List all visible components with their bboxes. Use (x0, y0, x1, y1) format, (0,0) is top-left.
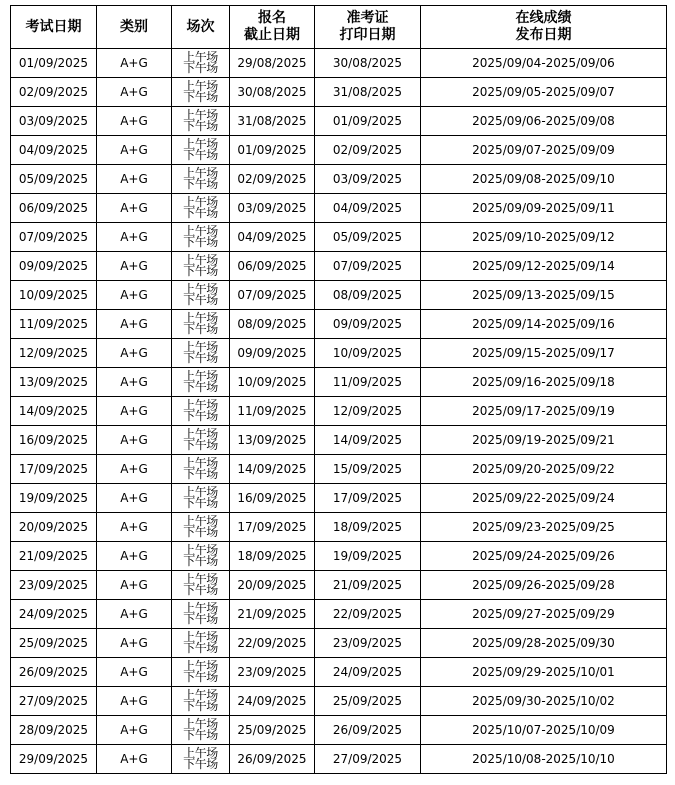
session-morning-label: 上午场 (183, 746, 218, 760)
exam-date-cell: 14/09/2025 (11, 397, 97, 426)
session-morning-label: 上午场 (183, 572, 218, 586)
score-release-cell: 2025/10/08-2025/10/10 (421, 745, 667, 774)
score-release-cell: 2025/09/05-2025/09/07 (421, 78, 667, 107)
exam-date-cell: 13/09/2025 (11, 368, 97, 397)
session-morning-label: 上午场 (183, 688, 218, 702)
session-afternoon-label: 下午场 (183, 380, 218, 394)
score-release-cell: 2025/09/13-2025/09/15 (421, 281, 667, 310)
table-row (11, 455, 667, 484)
admission-ticket-print-cell: 15/09/2025 (315, 455, 421, 484)
session-morning-label: 上午场 (183, 79, 218, 93)
session-cell (172, 513, 230, 542)
registration-deadline-cell: 18/09/2025 (230, 542, 315, 571)
admission-ticket-print-cell: 14/09/2025 (315, 426, 421, 455)
score-release-cell: 2025/09/14-2025/09/16 (421, 310, 667, 339)
table-row (11, 687, 667, 716)
session-afternoon-label: 下午场 (183, 351, 218, 365)
header-admission-ticket-print (315, 6, 421, 49)
score-release-cell: 2025/09/29-2025/10/01 (421, 658, 667, 687)
admission-ticket-print-cell: 04/09/2025 (315, 194, 421, 223)
admission-ticket-print-cell: 11/09/2025 (315, 368, 421, 397)
category-cell: A+G (97, 136, 172, 165)
session-afternoon-label: 下午场 (183, 728, 218, 742)
header-exam-date-label: 考试日期 (25, 18, 82, 35)
session-afternoon-label: 下午场 (183, 583, 218, 597)
exam-date-cell: 24/09/2025 (11, 600, 97, 629)
table-row (11, 426, 667, 455)
session-afternoon-label: 下午场 (183, 119, 218, 133)
category-cell: A+G (97, 310, 172, 339)
exam-date-cell: 10/09/2025 (11, 281, 97, 310)
exam-date-cell: 16/09/2025 (11, 426, 97, 455)
score-release-cell: 2025/09/16-2025/09/18 (421, 368, 667, 397)
registration-deadline-cell: 02/09/2025 (230, 165, 315, 194)
registration-deadline-cell: 16/09/2025 (230, 484, 315, 513)
session-afternoon-label: 下午场 (183, 641, 218, 655)
session-cell (172, 426, 230, 455)
session-morning-label: 上午场 (183, 166, 218, 180)
score-release-cell: 2025/09/17-2025/09/19 (421, 397, 667, 426)
table-row (11, 658, 667, 687)
registration-deadline-cell: 07/09/2025 (230, 281, 315, 310)
category-cell: A+G (97, 716, 172, 745)
session-afternoon-label: 下午场 (183, 699, 218, 713)
header-score-release-line2: 发布日期 (515, 27, 572, 43)
registration-deadline-cell: 08/09/2025 (230, 310, 315, 339)
admission-ticket-print-cell: 03/09/2025 (315, 165, 421, 194)
admission-ticket-print-cell: 24/09/2025 (315, 658, 421, 687)
session-morning-label: 上午场 (183, 224, 218, 238)
exam-date-cell: 11/09/2025 (11, 310, 97, 339)
registration-deadline-cell: 17/09/2025 (230, 513, 315, 542)
table-row (11, 194, 667, 223)
header-session-label: 场次 (186, 18, 215, 35)
session-morning-label: 上午场 (183, 50, 218, 64)
exam-date-cell: 02/09/2025 (11, 78, 97, 107)
category-cell: A+G (97, 281, 172, 310)
registration-deadline-cell: 23/09/2025 (230, 658, 315, 687)
admission-ticket-print-cell: 12/09/2025 (315, 397, 421, 426)
header-session (172, 6, 230, 49)
category-cell: A+G (97, 397, 172, 426)
session-cell (172, 252, 230, 281)
score-release-cell: 2025/09/22-2025/09/24 (421, 484, 667, 513)
registration-deadline-cell: 01/09/2025 (230, 136, 315, 165)
session-morning-label: 上午场 (183, 456, 218, 470)
registration-deadline-cell: 25/09/2025 (230, 716, 315, 745)
session-afternoon-label: 下午场 (183, 148, 218, 162)
admission-ticket-print-cell: 18/09/2025 (315, 513, 421, 542)
admission-ticket-print-cell: 02/09/2025 (315, 136, 421, 165)
table-row (11, 571, 667, 600)
header-exam-date (11, 6, 97, 49)
admission-ticket-print-cell: 27/09/2025 (315, 745, 421, 774)
session-morning-label: 上午场 (183, 369, 218, 383)
score-release-cell: 2025/09/09-2025/09/11 (421, 194, 667, 223)
category-cell: A+G (97, 629, 172, 658)
session-morning-label: 上午场 (183, 717, 218, 731)
table-row (11, 49, 667, 78)
session-afternoon-label: 下午场 (183, 90, 218, 104)
session-afternoon-label: 下午场 (183, 322, 218, 336)
table-row (11, 223, 667, 252)
session-morning-label: 上午场 (183, 543, 218, 557)
category-cell: A+G (97, 194, 172, 223)
session-morning-label: 上午场 (183, 485, 218, 499)
session-cell (172, 136, 230, 165)
category-cell: A+G (97, 252, 172, 281)
session-morning-label: 上午场 (183, 427, 218, 441)
registration-deadline-cell: 31/08/2025 (230, 107, 315, 136)
category-cell: A+G (97, 687, 172, 716)
registration-deadline-cell: 04/09/2025 (230, 223, 315, 252)
session-morning-label: 上午场 (183, 137, 218, 151)
session-afternoon-label: 下午场 (183, 206, 218, 220)
table-row (11, 600, 667, 629)
category-cell: A+G (97, 223, 172, 252)
admission-ticket-print-cell: 30/08/2025 (315, 49, 421, 78)
category-cell: A+G (97, 107, 172, 136)
exam-date-cell: 26/09/2025 (11, 658, 97, 687)
session-morning-label: 上午场 (183, 601, 218, 615)
session-afternoon-label: 下午场 (183, 612, 218, 626)
score-release-cell: 2025/09/04-2025/09/06 (421, 49, 667, 78)
exam-date-cell: 25/09/2025 (11, 629, 97, 658)
session-morning-label: 上午场 (183, 340, 218, 354)
exam-date-cell: 12/09/2025 (11, 339, 97, 368)
score-release-cell: 2025/09/23-2025/09/25 (421, 513, 667, 542)
exam-date-cell: 27/09/2025 (11, 687, 97, 716)
table-row (11, 542, 667, 571)
admission-ticket-print-cell: 22/09/2025 (315, 600, 421, 629)
session-morning-label: 上午场 (183, 282, 218, 296)
exam-date-cell: 28/09/2025 (11, 716, 97, 745)
score-release-cell: 2025/09/20-2025/09/22 (421, 455, 667, 484)
exam-date-cell: 03/09/2025 (11, 107, 97, 136)
exam-date-cell: 23/09/2025 (11, 571, 97, 600)
session-cell (172, 368, 230, 397)
table-row (11, 513, 667, 542)
exam-date-cell: 29/09/2025 (11, 745, 97, 774)
admission-ticket-print-cell: 09/09/2025 (315, 310, 421, 339)
registration-deadline-cell: 29/08/2025 (230, 49, 315, 78)
session-cell (172, 658, 230, 687)
score-release-cell: 2025/09/12-2025/09/14 (421, 252, 667, 281)
score-release-cell: 2025/10/07-2025/10/09 (421, 716, 667, 745)
score-release-cell: 2025/09/28-2025/09/30 (421, 629, 667, 658)
registration-deadline-cell: 11/09/2025 (230, 397, 315, 426)
session-cell (172, 600, 230, 629)
session-cell (172, 223, 230, 252)
score-release-cell: 2025/09/24-2025/09/26 (421, 542, 667, 571)
table-body (11, 49, 667, 774)
table-row (11, 281, 667, 310)
header-registration-deadline (230, 6, 315, 49)
category-cell: A+G (97, 49, 172, 78)
category-cell: A+G (97, 745, 172, 774)
table-row (11, 107, 667, 136)
session-afternoon-label: 下午场 (183, 496, 218, 510)
session-afternoon-label: 下午场 (183, 177, 218, 191)
registration-deadline-cell: 21/09/2025 (230, 600, 315, 629)
registration-deadline-cell: 26/09/2025 (230, 745, 315, 774)
admission-ticket-print-cell: 25/09/2025 (315, 687, 421, 716)
category-cell: A+G (97, 571, 172, 600)
session-cell (172, 542, 230, 571)
session-morning-label: 上午场 (183, 514, 218, 528)
table-row (11, 368, 667, 397)
exam-date-cell: 20/09/2025 (11, 513, 97, 542)
session-afternoon-label: 下午场 (183, 61, 218, 75)
admission-ticket-print-cell: 17/09/2025 (315, 484, 421, 513)
table-row (11, 629, 667, 658)
session-morning-label: 上午场 (183, 398, 218, 412)
session-cell (172, 716, 230, 745)
exam-date-cell: 07/09/2025 (11, 223, 97, 252)
admission-ticket-print-cell: 01/09/2025 (315, 107, 421, 136)
session-cell (172, 78, 230, 107)
table-row (11, 716, 667, 745)
exam-schedule-table (10, 5, 667, 774)
header-registration-deadline-line2: 截止日期 (244, 27, 300, 43)
session-cell (172, 107, 230, 136)
registration-deadline-cell: 03/09/2025 (230, 194, 315, 223)
exam-date-cell: 21/09/2025 (11, 542, 97, 571)
registration-deadline-cell: 06/09/2025 (230, 252, 315, 281)
exam-date-cell: 01/09/2025 (11, 49, 97, 78)
score-release-cell: 2025/09/26-2025/09/28 (421, 571, 667, 600)
session-cell (172, 687, 230, 716)
header-category (97, 6, 172, 49)
registration-deadline-cell: 09/09/2025 (230, 339, 315, 368)
session-morning-label: 上午场 (183, 195, 218, 209)
table-row (11, 78, 667, 107)
header-row (11, 6, 667, 49)
header-score-release (421, 6, 667, 49)
session-cell (172, 165, 230, 194)
header-registration-deadline-line1: 报名 (258, 10, 286, 26)
session-cell (172, 310, 230, 339)
admission-ticket-print-cell: 26/09/2025 (315, 716, 421, 745)
admission-ticket-print-cell: 10/09/2025 (315, 339, 421, 368)
category-cell: A+G (97, 165, 172, 194)
session-afternoon-label: 下午场 (183, 554, 218, 568)
session-afternoon-label: 下午场 (183, 264, 218, 278)
session-morning-label: 上午场 (183, 108, 218, 122)
admission-ticket-print-cell: 05/09/2025 (315, 223, 421, 252)
session-afternoon-label: 下午场 (183, 438, 218, 452)
session-afternoon-label: 下午场 (183, 670, 218, 684)
admission-ticket-print-cell: 08/09/2025 (315, 281, 421, 310)
session-cell (172, 281, 230, 310)
exam-date-cell: 17/09/2025 (11, 455, 97, 484)
score-release-cell: 2025/09/08-2025/09/10 (421, 165, 667, 194)
admission-ticket-print-cell: 07/09/2025 (315, 252, 421, 281)
registration-deadline-cell: 24/09/2025 (230, 687, 315, 716)
registration-deadline-cell: 14/09/2025 (230, 455, 315, 484)
header-admission-ticket-line2: 打印日期 (339, 27, 396, 43)
exam-date-cell: 09/09/2025 (11, 252, 97, 281)
exam-schedule-sheet (10, 5, 667, 774)
table-row (11, 165, 667, 194)
exam-date-cell: 05/09/2025 (11, 165, 97, 194)
table-row (11, 136, 667, 165)
exam-date-cell: 04/09/2025 (11, 136, 97, 165)
score-release-cell: 2025/09/30-2025/10/02 (421, 687, 667, 716)
header-category-label: 类别 (120, 18, 148, 35)
score-release-cell: 2025/09/15-2025/09/17 (421, 339, 667, 368)
session-cell (172, 484, 230, 513)
session-morning-label: 上午场 (183, 311, 218, 325)
session-afternoon-label: 下午场 (183, 409, 218, 423)
admission-ticket-print-cell: 19/09/2025 (315, 542, 421, 571)
header-score-release-line1: 在线成绩 (515, 10, 572, 26)
table-header (11, 6, 667, 49)
session-cell (172, 397, 230, 426)
session-morning-label: 上午场 (183, 659, 218, 673)
table-row (11, 252, 667, 281)
category-cell: A+G (97, 542, 172, 571)
table-row (11, 745, 667, 774)
admission-ticket-print-cell: 31/08/2025 (315, 78, 421, 107)
session-cell (172, 629, 230, 658)
category-cell: A+G (97, 455, 172, 484)
category-cell: A+G (97, 339, 172, 368)
table-row (11, 484, 667, 513)
registration-deadline-cell: 30/08/2025 (230, 78, 315, 107)
session-afternoon-label: 下午场 (183, 757, 218, 771)
table-row (11, 339, 667, 368)
exam-date-cell: 19/09/2025 (11, 484, 97, 513)
session-afternoon-label: 下午场 (183, 293, 218, 307)
category-cell: A+G (97, 484, 172, 513)
registration-deadline-cell: 13/09/2025 (230, 426, 315, 455)
session-cell (172, 339, 230, 368)
score-release-cell: 2025/09/27-2025/09/29 (421, 600, 667, 629)
session-afternoon-label: 下午场 (183, 525, 218, 539)
category-cell: A+G (97, 513, 172, 542)
header-admission-ticket-line1: 准考证 (346, 10, 389, 26)
table-row (11, 397, 667, 426)
table-row (11, 310, 667, 339)
session-afternoon-label: 下午场 (183, 235, 218, 249)
score-release-cell: 2025/09/19-2025/09/21 (421, 426, 667, 455)
category-cell: A+G (97, 600, 172, 629)
score-release-cell: 2025/09/06-2025/09/08 (421, 107, 667, 136)
category-cell: A+G (97, 426, 172, 455)
exam-date-cell: 06/09/2025 (11, 194, 97, 223)
session-morning-label: 上午场 (183, 630, 218, 644)
category-cell: A+G (97, 658, 172, 687)
score-release-cell: 2025/09/07-2025/09/09 (421, 136, 667, 165)
session-morning-label: 上午场 (183, 253, 218, 267)
registration-deadline-cell: 22/09/2025 (230, 629, 315, 658)
score-release-cell: 2025/09/10-2025/09/12 (421, 223, 667, 252)
admission-ticket-print-cell: 23/09/2025 (315, 629, 421, 658)
registration-deadline-cell: 20/09/2025 (230, 571, 315, 600)
session-afternoon-label: 下午场 (183, 467, 218, 481)
session-cell (172, 571, 230, 600)
category-cell: A+G (97, 368, 172, 397)
admission-ticket-print-cell: 21/09/2025 (315, 571, 421, 600)
session-cell (172, 745, 230, 774)
registration-deadline-cell: 10/09/2025 (230, 368, 315, 397)
session-cell (172, 455, 230, 484)
session-cell (172, 194, 230, 223)
session-cell (172, 49, 230, 78)
category-cell: A+G (97, 78, 172, 107)
